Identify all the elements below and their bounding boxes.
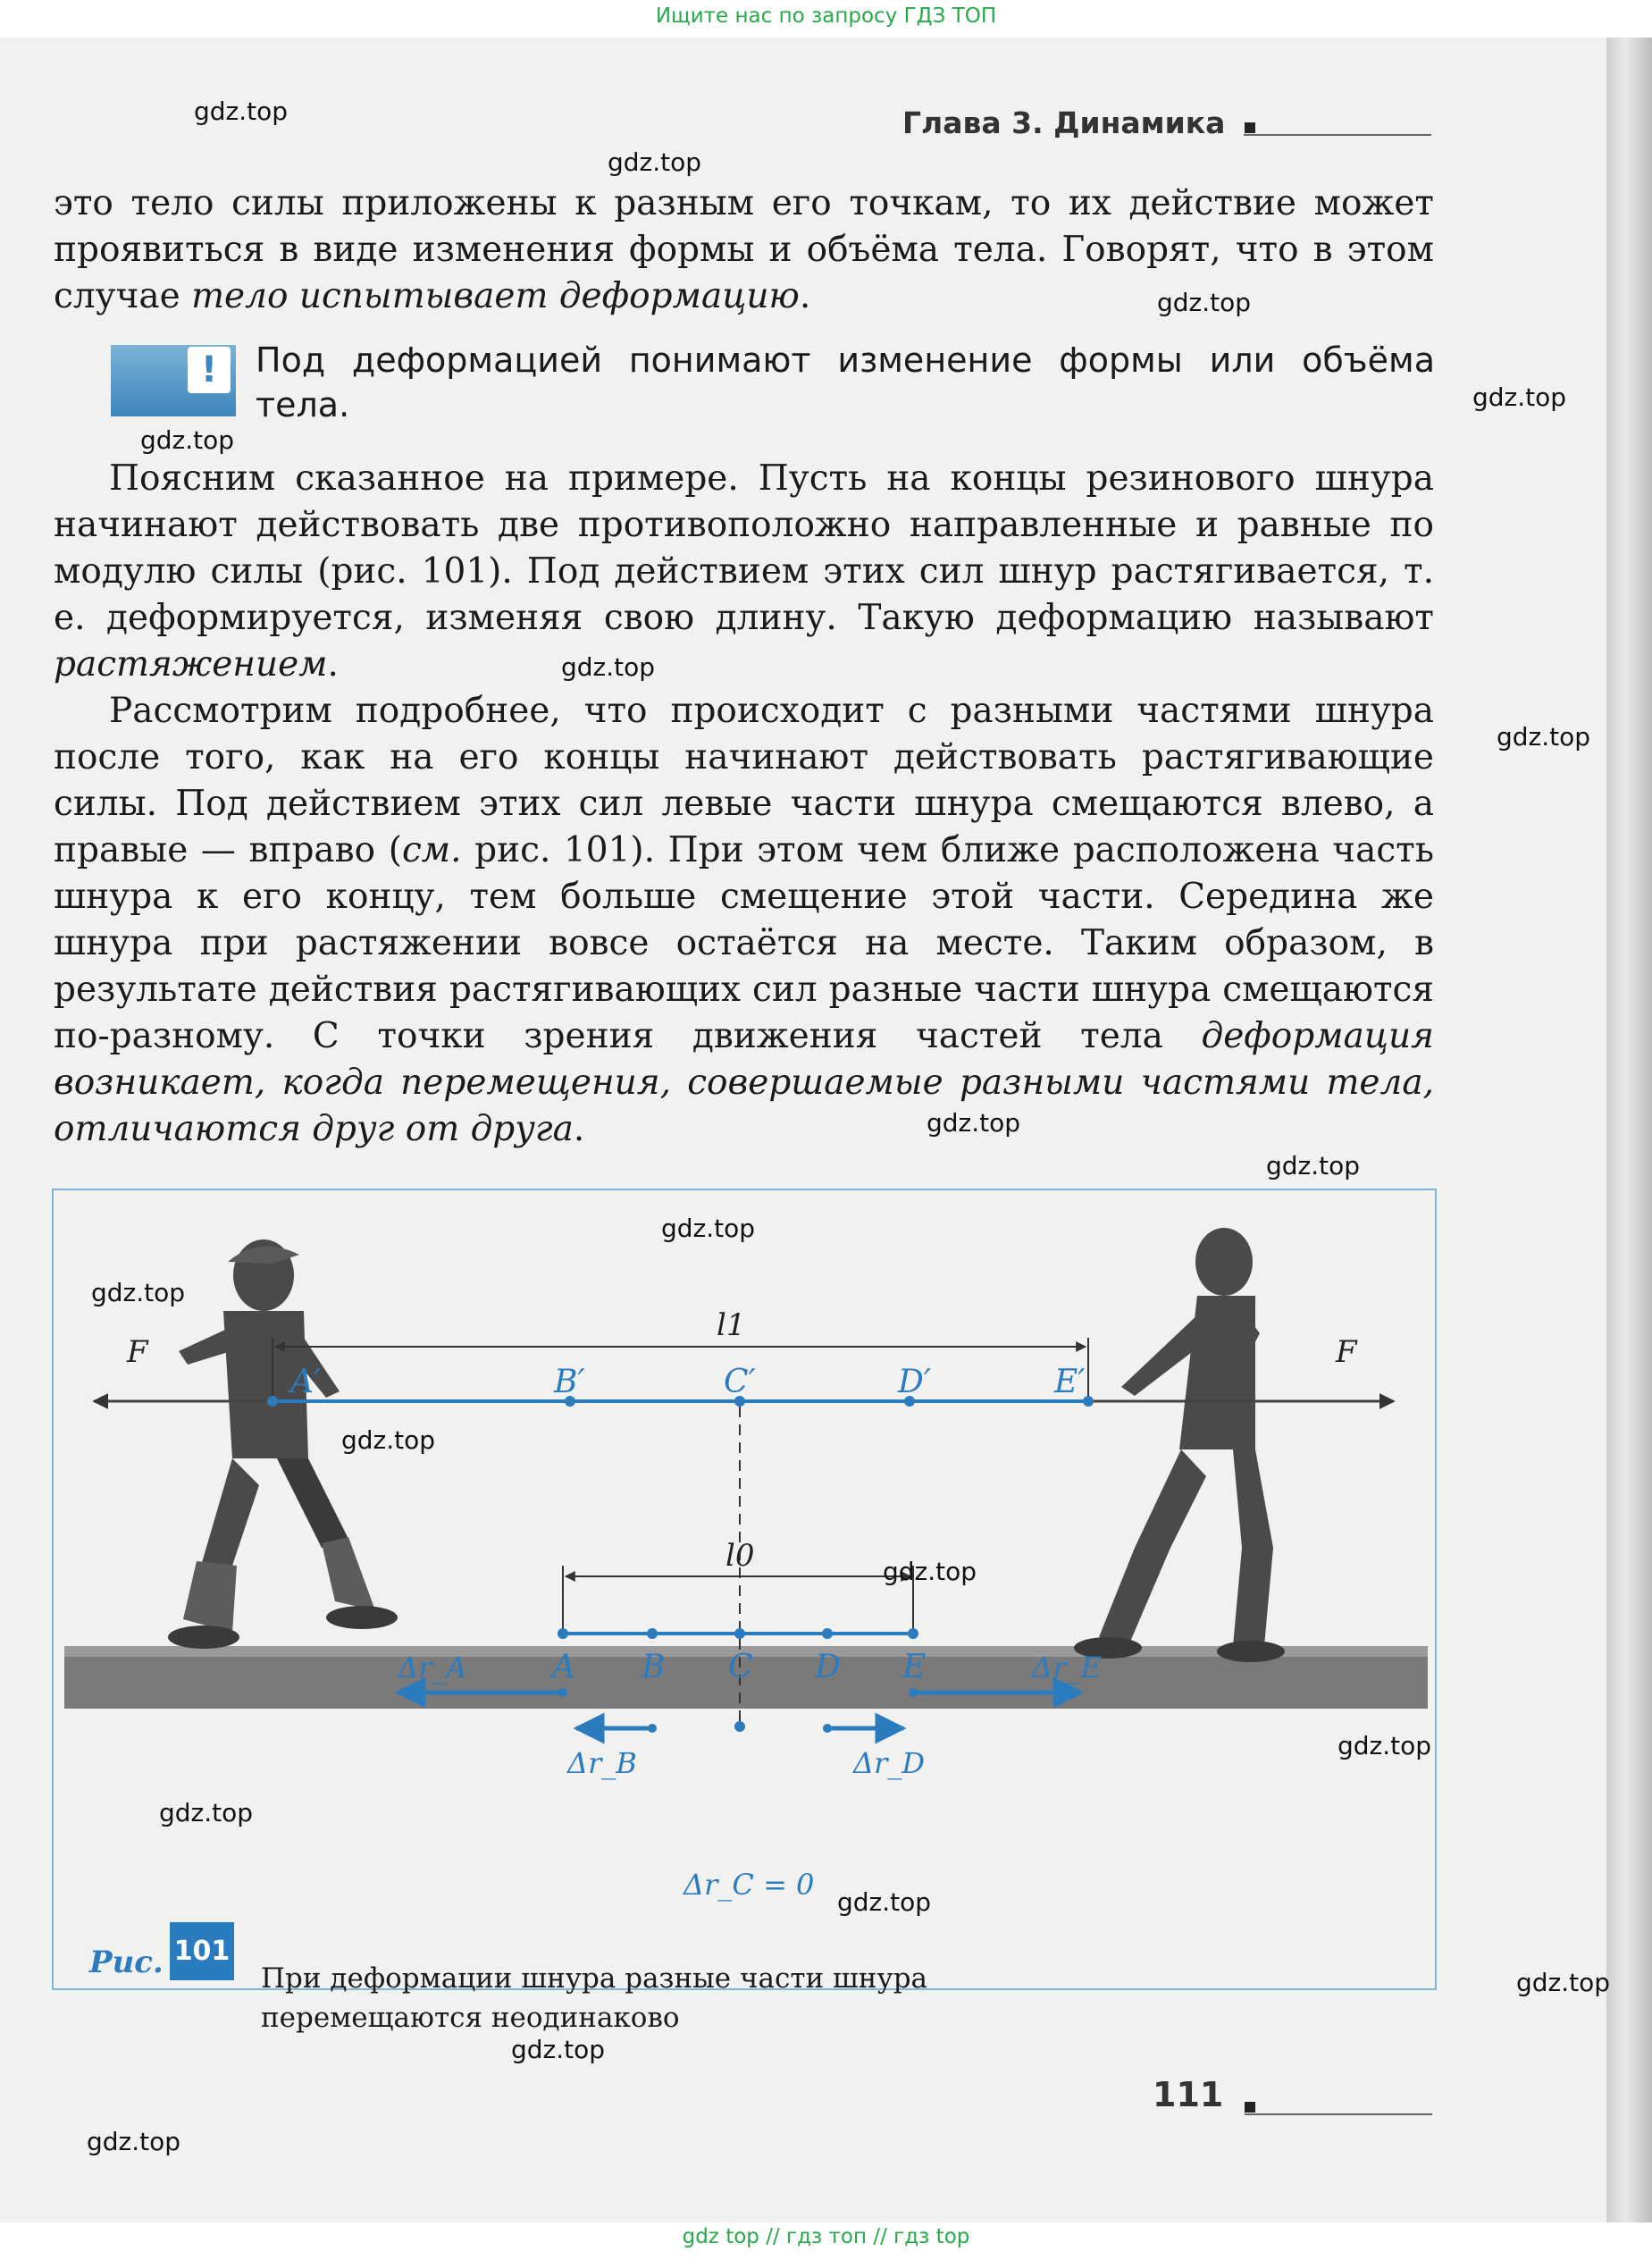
label-dr-d: Δr_D [853,1746,926,1780]
page-edge [1606,38,1652,2222]
paragraph-2-end: . [327,644,339,685]
definition-note: Под деформацией понимают изменение формы или объёма тела. [256,340,1435,424]
top-banner[interactable]: Ищите нас по запросу ГДЗ ТОП [655,4,997,28]
paragraph-2-text: Поясним сказанное на примере. Пусть на концы резинового шнура начинают действовать две противоположно направленные и равные по модулю силы (рис. 101). Под действием этих сил шнур растягивается, т. е. деформируется, изменяя свою длину. Такую деформацию называют [54,458,1434,638]
figure-drawing [54,1190,1438,1992]
label-d: D [815,1649,841,1685]
point-a-prime [267,1396,278,1407]
watermark: gdz.top [561,652,656,682]
watermark: gdz.top [91,1278,186,1307]
paragraph-3-text1: Рассмотрим подробнее, что происходит с разными частями шнура после того, как на его концы начинают действовать растягивающие силы. Под действием этих сил левые части шнура смещаются влево, а правые — вправо ( [54,691,1434,870]
chapter-header: Глава 3. Динамика [902,105,1226,140]
paragraph-1-italic: тело испытывает деформацию [191,276,800,316]
label-d-prime: D′ [898,1364,932,1400]
paragraph-2 [54,456,1434,688]
page-number-bullet [1245,2102,1255,2113]
point-c [734,1628,745,1639]
force-left-label: F [127,1334,148,1370]
displacement-a-origin [558,1688,567,1697]
l1-label: l1 [717,1307,746,1343]
label-a-prime: A′ [290,1364,322,1400]
label-dr-c: Δr_C = 0 [683,1868,815,1902]
label-c: C [728,1649,753,1685]
bottom-banner[interactable]: gdz top // гдз топ // гдз top [682,2225,970,2248]
paragraph-3 [54,688,1434,1153]
watermark: gdz.top [1338,1731,1432,1760]
paragraph-1-end: . [799,276,811,316]
paragraph-3-text2: рис. 101). При этом чем ближе расположена часть шнура к его концу, тем больше смещение этой части. Середина же шнура при растяжении вовсе остаётся на месте. Таким образом, в результате действия растягивающих сил разные части шнура смещаются по-разному. С точки зрения движения частей тела [54,830,1434,1056]
caption-label: Рис. [89,1945,164,1980]
label-b-prime: B′ [554,1364,585,1400]
label-e: E [902,1649,927,1685]
watermark: gdz.top [87,2127,181,2156]
watermark: gdz.top [661,1214,756,1243]
watermark: gdz.top [1516,1968,1611,1997]
exclamation-icon: ! [188,347,231,393]
watermark: gdz.top [883,1557,977,1586]
point-b [647,1628,658,1639]
paragraph-3-end: . [573,1109,585,1149]
force-right-label: F [1336,1334,1357,1370]
label-b: B [642,1649,666,1685]
figure-101 [52,1189,1437,1990]
point-c-displacement [734,1721,745,1732]
watermark: gdz.top [837,1887,932,1917]
watermark: gdz.top [927,1108,1021,1138]
label-dr-e: Δr_E [1032,1651,1102,1684]
watermark: gdz.top [1266,1151,1361,1180]
displacement-d-origin [823,1724,832,1733]
paragraph-2-italic: растяжением [54,644,328,685]
paragraph-3-see: см. [401,830,462,870]
watermark: gdz.top [159,1798,254,1827]
l0-label: l0 [725,1538,755,1574]
point-a [558,1628,568,1639]
header-bullet [1245,122,1255,133]
label-c-prime: C′ [724,1364,756,1400]
watermark: gdz.top [608,147,702,177]
watermark: gdz.top [140,425,235,455]
watermark: gdz.top [1157,288,1252,317]
displacement-e-origin [909,1688,918,1697]
label-dr-b: Δr_B [567,1746,637,1780]
label-dr-a: Δr_A [398,1651,467,1684]
paragraph-1-text: это тело силы приложены к разным его точкам, то их действие может проявиться в виде изменения формы и объёма тела. Говорят, что в этом случае [54,183,1434,316]
figure-caption: При деформации шнура разные части шнура перемещаются неодинаково [261,1962,928,2034]
watermark: gdz.top [511,2035,606,2064]
header-rule [1244,134,1431,136]
label-a: A [552,1649,575,1685]
page-number-rule [1245,2113,1432,2115]
point-e [908,1628,918,1639]
watermark: gdz.top [194,97,289,126]
figure-number-badge: 101 [170,1922,234,1980]
point-d [822,1628,833,1639]
watermark: gdz.top [1472,382,1567,412]
watermark: gdz.top [1497,722,1591,752]
page-number: 111 [1153,2075,1224,2114]
right-person [1074,1228,1285,1662]
displacement-b-origin [648,1724,657,1733]
watermark: gdz.top [341,1425,436,1455]
paragraph-3-italic: деформация возникает, когда перемещения, совершаемые разными частями тела, отличаются друг от друга [54,1016,1434,1149]
label-e-prime: E′ [1054,1364,1086,1400]
